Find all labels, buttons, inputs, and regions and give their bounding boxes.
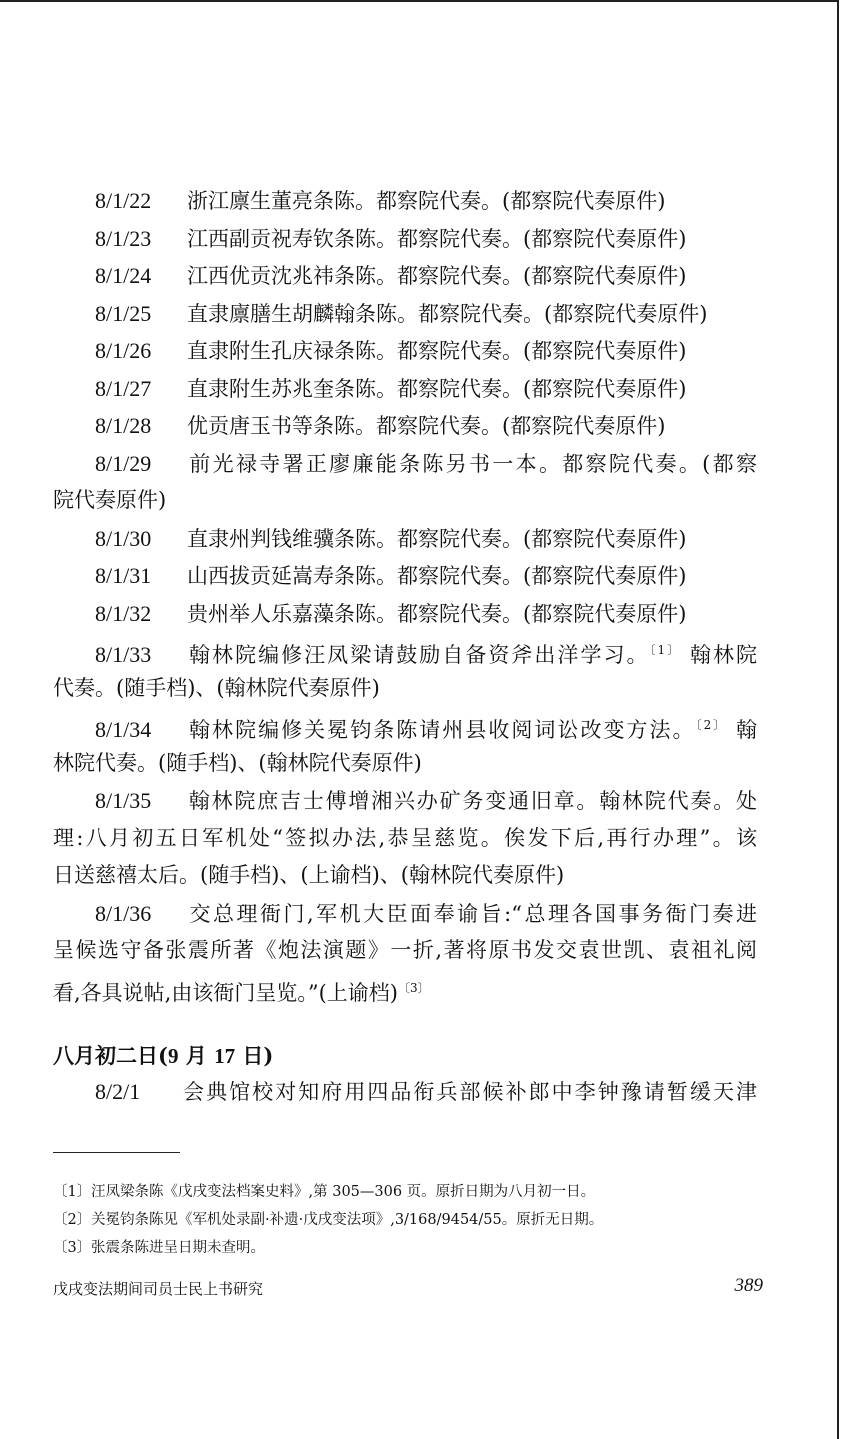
entry-8-1-30: 8/1/30 直隶州判钱维骥条陈。都察院代奏。(都察院代奏原件) — [95, 525, 687, 551]
footnote-ref-2[interactable]: 〔2〕 — [695, 718, 728, 732]
entry-8-1-33-cont: 代奏。(随手档)、(翰林院代奏原件) — [53, 675, 380, 700]
entry-8-1-29-cont: 院代奏原件) — [53, 488, 167, 512]
footnote-ref-1[interactable]: 〔1〕 — [649, 643, 682, 657]
entry-8-1-22: 8/1/22 浙江廪生董亮条陈。都察院代奏。(都察院代奏原件) — [95, 188, 666, 213]
footnotes — [53, 1178, 603, 1262]
entry-8-1-34-cont: 林院代奏。(随手档)、(翰林院代奏原件) — [53, 750, 422, 775]
entry-8-1-31: 8/1/31 山西拔贡延嵩寿条陈。都察院代奏。(都察院代奏原件) — [95, 563, 687, 588]
footnote-2: 〔2〕关冕钧条陈见《军机处录副·补遗·戊戌变法项》,3/168/9454/55。原折无日期。 — [53, 1212, 604, 1228]
entry-8-1-36: 8/1/36 交总理衙门,军机大臣面奉谕旨:“总理各国事务衙门奏进 — [95, 900, 757, 926]
footnote-1: 〔1〕汪凤梁条陈《戊戌变法档案史料》,第 305—306 页。原折日期为八月初一日。 — [53, 1184, 596, 1200]
page-number: 389 — [734, 1275, 763, 1296]
entry-8-1-32: 8/1/32 贵州举人乐嘉藻条陈。都察院代奏。(都察院代奏原件) — [95, 600, 687, 626]
entry-8-1-36-cont: 呈候选守备张震所著《炮法演题》一折,著将原书发交袁世凯、袁祖礼阅 — [53, 938, 757, 962]
book-title: 戊戌变法期间司员士民上书研究 — [53, 1280, 264, 1298]
entry-8-1-29: 8/1/29 前光禄寺署正廖廉能条陈另书一本。都察院代奏。(都察 — [95, 450, 757, 476]
main-text — [53, 182, 757, 1007]
footnote-ref-3[interactable]: 〔3〕 — [397, 980, 430, 995]
entry-8-1-34: 8/1/34 翰林院编修关冕钧条陈请州县收阅词讼改变方法。$^{〔2〕}$ 翰 — [95, 717, 757, 742]
entry-8-1-35-cont2: 日送慈禧太后。(随手档)、(上谕档)、(翰林院代奏原件) — [53, 863, 565, 887]
entry-8-2-1: 8/2/1 会典馆校对知府用四品衔兵部候补郎中李钟豫请暂缓天津 — [95, 1079, 757, 1104]
entry-8-1-35-cont: 理:八月初五日军机处“签拟办法,恭呈慈览。俟发下后,再行办理”。该 — [53, 825, 757, 850]
page-footer — [53, 1275, 763, 1299]
entry-8-1-24: 8/1/24 江西优贡沈兆祎条陈。都察院代奏。(都察院代奏原件) — [95, 263, 687, 288]
entry-8-1-33: 8/1/33 翰林院编修汪凤梁请鼓励自备资斧出洋学习。$^{〔1〕}$ 翰林院 — [95, 642, 757, 667]
entry-8-1-35: 8/1/35 翰林院庶吉士傅增湘兴办矿务变通旧章。翰林院代奏。处 — [95, 788, 757, 813]
entry-8-1-25: 8/1/25 直隶廪膳生胡麟翰条陈。都察院代奏。(都察院代奏原件) — [95, 300, 708, 326]
entry-8-1-28: 8/1/28 优贡唐玉书等条陈。都察院代奏。(都察院代奏原件) — [95, 413, 666, 438]
footnote-3: 〔3〕张震条陈进呈日期未查明。 — [53, 1240, 265, 1256]
entry-8-1-23: 8/1/23 江西副贡祝寿钦条陈。都察院代奏。(都察院代奏原件) — [95, 225, 687, 251]
scan-border-top — [0, 0, 839, 2]
section-heading: 八月初二日(9 月 17 日) — [53, 1043, 274, 1068]
entry-8-1-27: 8/1/27 直隶附生苏兆奎条陈。都察院代奏。(都察院代奏原件) — [95, 375, 687, 401]
scan-border-right — [837, 0, 839, 1439]
entry-8-1-26: 8/1/26 直隶附生孔庆禄条陈。都察院代奏。(都察院代奏原件) — [95, 338, 687, 363]
entry-8-1-36-cont2: 看,各具说帖,由该衙门呈览。”(上谕档)$^{〔3〕}$ — [53, 980, 430, 1005]
footnote-divider — [53, 1152, 180, 1153]
